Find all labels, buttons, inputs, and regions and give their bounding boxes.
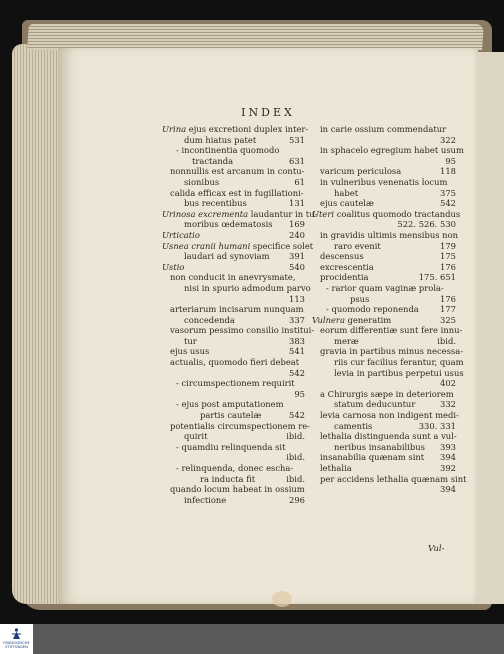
index-entry-description: habet	[334, 187, 359, 198]
index-entry	[162, 208, 318, 220]
index-entry-text	[184, 495, 226, 506]
index-entry-text	[170, 272, 296, 283]
page-reference: 95	[445, 155, 456, 166]
index-entry-text	[334, 357, 464, 368]
index-entry-description: laudari ad synoviam	[184, 251, 270, 262]
index-entry-description: ejus usus	[170, 346, 210, 357]
index-entry-description: ejus excretioni duplex inter-	[186, 124, 309, 134]
index-entry-description: sionibus	[184, 176, 220, 187]
index-term: Urinosa excrementa	[162, 208, 249, 219]
index-entry-description: psus	[350, 293, 370, 304]
index-entry	[312, 166, 456, 177]
index-entry-description: specifice solet	[250, 240, 314, 251]
index-entry-text	[334, 368, 464, 379]
index-entry	[162, 410, 305, 421]
page-reference: 169	[289, 219, 305, 230]
index-entry	[162, 135, 305, 146]
page-reference: ibid.	[286, 473, 305, 484]
index-entry-description: - circumspectionem requirit	[176, 378, 295, 389]
index-entry	[312, 135, 456, 146]
index-entry-description: - quamdiu relinquenda sit	[176, 441, 286, 452]
index-entry-description: levia in partibus perpetui usus	[334, 367, 464, 378]
index-entry-description: - ejus post amputationem	[176, 399, 284, 410]
index-entry-text	[170, 421, 310, 432]
page-reference: 330. 331	[418, 420, 456, 431]
index-term: Urticatio	[162, 229, 200, 240]
page-reference: 177	[440, 304, 456, 315]
page-edges	[12, 44, 64, 604]
index-entry-description: descensus	[320, 251, 364, 262]
library-name	[1, 641, 32, 649]
index-entry-text	[184, 198, 247, 209]
index-entry-description: a Chirurgis sæpe in deteriorem	[320, 388, 454, 399]
index-entry-text	[326, 304, 419, 315]
index-entry-description: vasorum pessimo consilio institui-	[170, 325, 315, 336]
index-entry-text	[184, 219, 273, 230]
index-entry	[162, 378, 305, 389]
index-entry	[162, 325, 315, 336]
index-entry-text	[320, 463, 352, 474]
index-entry-description: raro evenit	[334, 240, 381, 251]
page-reference: 375	[440, 187, 456, 198]
index-entry-description: arteriarum incisarum nunquam	[170, 304, 304, 315]
index-entry	[162, 495, 305, 506]
index-entry-description: - relinquenda, donec escha-	[176, 463, 294, 473]
page-stain	[272, 591, 292, 607]
index-entry	[162, 452, 305, 463]
page-reference: 95	[294, 388, 305, 399]
index-entry	[312, 484, 456, 495]
index-entry	[312, 431, 456, 442]
index-entry-description: meræ	[334, 335, 359, 346]
index-entry-text	[184, 251, 270, 262]
index-entry-description: camentis	[334, 420, 373, 431]
index-entry-description: laudantur in tu-	[248, 208, 318, 219]
index-entry-text	[334, 399, 415, 410]
index-entry	[162, 431, 305, 442]
index-entry	[312, 294, 456, 305]
index-column-left	[162, 124, 318, 505]
index-entry-text	[320, 325, 462, 336]
index-entry	[312, 262, 456, 273]
index-entry-description: eorum differentiæ sunt fere innu-	[320, 325, 463, 336]
index-entry	[312, 442, 456, 453]
index-entry	[162, 315, 305, 326]
index-entry-description: nonnullis est arcanum in contu-	[170, 166, 305, 177]
index-entry-text	[200, 474, 255, 485]
index-term: Uteri	[312, 208, 335, 219]
index-entry-description: tur	[184, 335, 197, 346]
index-entry-text	[334, 421, 372, 432]
index-entry-description: generatim	[344, 314, 392, 325]
page-reference: 325	[440, 314, 456, 325]
index-entry	[162, 294, 305, 305]
index-entry-description: statum deducuntur	[334, 399, 416, 410]
index-entry	[312, 399, 456, 410]
index-entry-description: concedenda	[184, 314, 235, 325]
page-reference: 179	[440, 240, 456, 251]
index-entry	[162, 145, 305, 156]
page-reference: 394	[440, 484, 456, 495]
index-entry	[312, 410, 459, 421]
index-entry	[162, 389, 305, 400]
index-entry	[162, 219, 305, 230]
index-entry	[162, 124, 309, 135]
page-reference: 542	[289, 367, 305, 378]
index-entry-description: riis cur facilius ferantur, quam	[334, 357, 464, 368]
index-entry	[162, 420, 311, 432]
index-entry	[312, 145, 464, 156]
index-entry-description: potentialis circumspectionem re-	[170, 420, 311, 431]
index-entry-text	[170, 357, 299, 368]
index-term: Urina	[162, 124, 187, 134]
index-entry	[312, 304, 456, 315]
index-entry-description: coalitus quomodo tractandus	[334, 208, 461, 219]
index-entry	[312, 198, 456, 209]
index-entry-description: in vulneribus venenatis locum	[320, 176, 448, 187]
index-entry	[162, 198, 305, 209]
index-entry	[312, 357, 464, 368]
index-entry-description: dum hiatus patet	[184, 134, 257, 145]
index-entry	[162, 463, 305, 474]
index-entry-text	[176, 442, 285, 453]
page-reference: 391	[289, 251, 305, 262]
index-entry-description: - rarior quam vaginæ prola-	[326, 282, 444, 293]
index-entry-description: insanabilia quænam sint	[320, 452, 425, 463]
index-entry	[312, 272, 456, 283]
index-entry-text	[170, 166, 304, 177]
index-entry-text	[320, 452, 424, 463]
index-entry	[162, 336, 305, 347]
index-entry-text	[334, 442, 425, 453]
index-entry-text	[320, 346, 463, 357]
book-page	[58, 48, 478, 604]
index-entry-description: per accidens lethalia quænam sint	[320, 473, 467, 484]
page-reference: 240	[289, 229, 305, 240]
page-header: INDEX	[241, 106, 295, 119]
index-entry-text	[170, 304, 304, 315]
index-entry-text	[184, 431, 207, 442]
index-entry	[312, 346, 464, 357]
page-reference: 394	[440, 452, 456, 463]
index-entry-description: moribus œdematosis	[184, 219, 273, 230]
page-top-edge	[27, 24, 484, 50]
index-entry-text	[184, 135, 256, 146]
index-entry-description: levia carnosa non indigent medi-	[320, 410, 459, 421]
index-term: Vulnera	[312, 314, 345, 325]
page-reference: 541	[289, 346, 305, 357]
page-reference: 175. 651	[418, 272, 456, 283]
index-entry-text	[320, 474, 466, 485]
index-entry	[312, 315, 456, 326]
index-entry-text	[320, 198, 374, 209]
index-entry-text	[320, 431, 457, 442]
index-entry-text	[184, 336, 197, 347]
index-entry	[162, 156, 305, 167]
index-entry-text	[184, 315, 235, 326]
index-entry-description: in gravidis ultimis mensibus non	[320, 229, 459, 240]
index-entry	[162, 282, 311, 294]
index-entry	[312, 124, 456, 135]
index-entry-description: quando locum habeat in ossium	[170, 484, 305, 495]
index-entry-description: tractanda	[192, 155, 234, 166]
index-entry-text	[184, 177, 219, 188]
index-entry	[162, 272, 305, 283]
page-reference: 540	[289, 261, 305, 272]
index-entry-description: varicum periculosa	[320, 166, 402, 177]
index-entry-description: in sphacelo egregium habet usum	[320, 145, 464, 156]
index-entry-text	[176, 145, 279, 156]
page-reference: 176	[440, 261, 456, 272]
catchword: Vul-	[428, 543, 445, 553]
index-entry	[162, 368, 305, 379]
index-entry-text	[312, 315, 391, 326]
index-entry-text	[320, 262, 374, 273]
index-entry	[312, 251, 456, 262]
index-term: Ustio	[162, 261, 185, 272]
page-reference: 531	[289, 134, 305, 145]
index-entry-text	[320, 145, 464, 156]
index-entry-text	[334, 188, 358, 199]
index-entry	[312, 241, 456, 252]
index-entry-text	[320, 124, 446, 135]
index-entry	[312, 156, 456, 167]
index-entry	[312, 283, 456, 294]
index-entry-description: partis cautelæ	[200, 410, 262, 421]
library-name-line2: STIFTUNGEN	[5, 645, 28, 649]
index-entry	[162, 304, 305, 315]
page-reference: 383	[289, 335, 305, 346]
library-logo-icon	[11, 628, 22, 640]
index-entry-text	[184, 283, 311, 294]
index-entry-text	[162, 209, 317, 220]
index-entry-text	[320, 272, 369, 283]
page-reference: ibid.	[437, 335, 456, 346]
index-entry-text	[170, 325, 314, 336]
index-entry	[312, 389, 456, 400]
index-entry-text	[320, 251, 364, 262]
index-entry-description: actualis, quomodo fieri debeat	[170, 357, 300, 368]
index-entry	[312, 229, 459, 241]
index-entry-description: ejus cautelæ	[320, 198, 374, 209]
index-entry	[162, 166, 305, 177]
index-entry	[312, 219, 456, 230]
index-entry-description: excrescentia	[320, 261, 374, 272]
page-reference: 61	[294, 176, 305, 187]
viewer-footer	[0, 624, 504, 654]
index-entry-text	[320, 230, 458, 241]
page-reference: 332	[440, 399, 456, 410]
index-entry	[312, 463, 456, 474]
index-entry-description: nisi in spurio admodum parvo	[184, 282, 311, 293]
index-entry-text	[320, 177, 447, 188]
index-term: Usnea cranii humani	[162, 240, 251, 251]
index-entry-text	[176, 399, 284, 410]
index-entry-text	[162, 241, 313, 252]
index-entry-description: quirit	[184, 431, 208, 442]
index-entry-text	[162, 230, 200, 241]
index-entry-text	[192, 156, 233, 167]
page-reference: 392	[440, 463, 456, 473]
index-entry-text	[320, 389, 454, 400]
page-reference: 322	[440, 134, 456, 145]
index-entry	[312, 188, 456, 199]
index-entry-description: neribus insanabilibus	[334, 441, 425, 452]
page-reference: 118	[440, 166, 456, 177]
page-reference: 296	[289, 494, 305, 505]
index-entry	[312, 177, 456, 188]
index-entry-description: - incontinentia quomodo	[176, 145, 280, 156]
index-entry	[312, 367, 464, 379]
page-reference: 176	[440, 293, 456, 304]
index-entry-description: lethalia	[320, 463, 352, 473]
index-entry	[162, 357, 305, 368]
index-entry	[162, 251, 305, 262]
index-entry	[312, 473, 467, 485]
index-entry-text	[162, 262, 184, 273]
page-reference: 522. 526. 530	[397, 219, 456, 230]
index-entry-description: non conducit in anevrysmate,	[170, 272, 296, 283]
page-reference: 542	[289, 410, 305, 421]
index-entry	[162, 240, 314, 252]
index-entry-description: procidentia	[320, 272, 369, 283]
index-entry	[312, 421, 456, 432]
page-reference: 542	[440, 198, 456, 209]
index-entry-description: infectione	[184, 494, 227, 505]
index-entry-description: lethalia distinguenda sunt a vul-	[320, 431, 457, 442]
index-entry-text	[170, 484, 305, 495]
index-entry	[162, 474, 305, 485]
index-entry-text	[200, 410, 261, 421]
index-entry-text	[320, 166, 401, 177]
page-reference: ibid.	[286, 431, 305, 442]
index-entry-description: in carie ossium commendatur	[320, 124, 447, 134]
index-entry	[162, 484, 305, 495]
index-entry	[162, 230, 305, 241]
page-reference: 113	[289, 293, 305, 304]
page-reference: 131	[289, 198, 305, 209]
index-entry	[312, 378, 456, 389]
index-entry	[162, 399, 305, 410]
index-entry	[312, 325, 463, 336]
index-entry-description: calida efficax est in fugillationi-	[170, 187, 304, 198]
facing-page-edge	[478, 52, 504, 604]
index-column-right	[312, 124, 467, 495]
library-name-line1: FRANCKESCHE	[3, 641, 30, 645]
index-entry-description: ra inducta fit	[200, 473, 256, 484]
page-reference: 393	[440, 441, 456, 452]
index-entry-text	[170, 346, 209, 357]
index-entry-text	[334, 241, 381, 252]
index-entry-description: gravia in partibus minus necessa-	[320, 346, 464, 357]
index-entry-description: - quomodo reponenda	[326, 304, 419, 315]
index-entry	[162, 188, 305, 199]
index-entry-text	[176, 378, 295, 389]
index-entry-text	[162, 124, 308, 135]
page-reference: ibid.	[286, 452, 305, 463]
index-entry	[312, 336, 456, 347]
index-entry	[312, 208, 461, 220]
page-reference: 175	[440, 251, 456, 262]
index-entry	[162, 442, 305, 453]
index-entry	[162, 177, 305, 188]
index-entry	[162, 346, 305, 357]
index-entry-text	[312, 209, 460, 220]
index-entry-text	[334, 336, 359, 347]
index-entry-text	[176, 463, 293, 474]
page-reference: 337	[289, 314, 305, 325]
index-entry-text	[350, 294, 369, 305]
page-reference: 402	[440, 378, 456, 389]
index-entry-text	[170, 188, 304, 199]
index-entry	[312, 452, 456, 463]
index-entry	[162, 262, 305, 273]
page-reference: 631	[289, 155, 305, 166]
index-entry-description: bus recentibus	[184, 198, 247, 209]
index-entry-text	[320, 410, 459, 421]
index-entry-text	[326, 283, 444, 294]
library-logo[interactable]	[0, 624, 33, 654]
